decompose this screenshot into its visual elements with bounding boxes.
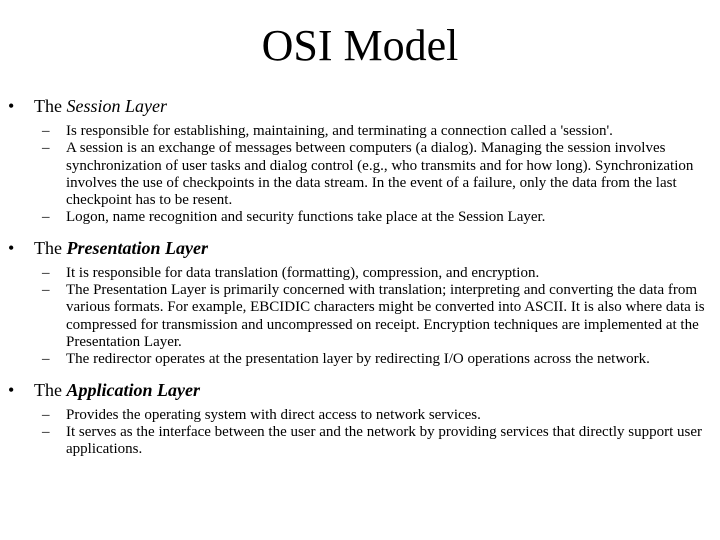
sub-item-text: It serves as the interface between the user and the network by providing services that directly support user applications. xyxy=(66,423,703,458)
sub-item-text: The Presentation Layer is primarily concerned with translation; interpreting and converting the data from various formats. For example, EBCIDIC characters might be converted into ASCII. It is also where data is compressed for transmission and uncompressed on receipt. Encryption techniques are implemented at the Presentation Layer. xyxy=(66,282,705,350)
sub-item xyxy=(0,282,720,351)
sub-item xyxy=(0,140,720,209)
sub-items-application xyxy=(0,407,720,459)
sub-item-text: Provides the operating system with direct access to network services. xyxy=(66,406,481,423)
section-session-layer xyxy=(0,95,720,227)
dash-marker: – xyxy=(42,264,50,281)
sub-item-text: A session is an exchange of messages between computers (a dialog). Managing the session involves synchronization of user tasks and dialog control (e.g., who transmits and for how long). Synchronization involves the use of checkpoints in the data stream. In the event of a failure, only the data from the last checkpoint has to be resent. xyxy=(66,140,694,209)
sub-item-text: It is responsible for data translation (formatting), compression, and encryption. xyxy=(66,264,540,281)
bullet-prefix: The xyxy=(34,237,67,258)
bullet-dot: • xyxy=(8,96,15,116)
dash-marker: – xyxy=(42,423,50,440)
dash-marker: – xyxy=(42,282,50,299)
sub-item-text: The redirector operates at the presentation layer by redirecting I/O operations across the network. xyxy=(66,351,650,368)
sub-item xyxy=(0,123,720,140)
section-presentation-layer xyxy=(0,237,720,369)
dash-marker: – xyxy=(42,351,50,368)
dash-marker: – xyxy=(42,209,50,226)
layer-name-session: Session Layer xyxy=(66,96,167,116)
layer-name-application: Application Layer xyxy=(66,379,200,400)
sub-item xyxy=(0,407,720,424)
sub-items-presentation xyxy=(0,265,720,369)
sub-item xyxy=(0,424,720,459)
bullet-application-layer xyxy=(0,379,720,401)
bullet-dot: • xyxy=(8,237,15,258)
sub-item xyxy=(0,265,720,282)
sub-items-session xyxy=(0,123,720,227)
dash-marker: – xyxy=(42,140,50,157)
sub-item-text: Is responsible for establishing, maintaining, and terminating a connection called a 'session'. xyxy=(66,123,613,139)
dash-marker: – xyxy=(42,406,50,423)
bullet-presentation-layer xyxy=(0,237,720,259)
sub-item xyxy=(0,209,720,226)
bullet-prefix: The xyxy=(34,379,67,400)
layer-name-presentation: Presentation Layer xyxy=(66,237,208,258)
sub-item-text: Logon, name recognition and security functions take place at the Session Layer. xyxy=(66,209,546,226)
slide-title: OSI Model xyxy=(261,21,459,70)
sub-item xyxy=(0,351,720,368)
bullet-session-layer xyxy=(0,95,720,117)
bullet-prefix: The xyxy=(34,96,67,116)
section-application-layer xyxy=(0,379,720,459)
slide-content xyxy=(0,95,720,468)
dash-marker: – xyxy=(42,123,50,139)
bullet-dot: • xyxy=(8,379,15,400)
